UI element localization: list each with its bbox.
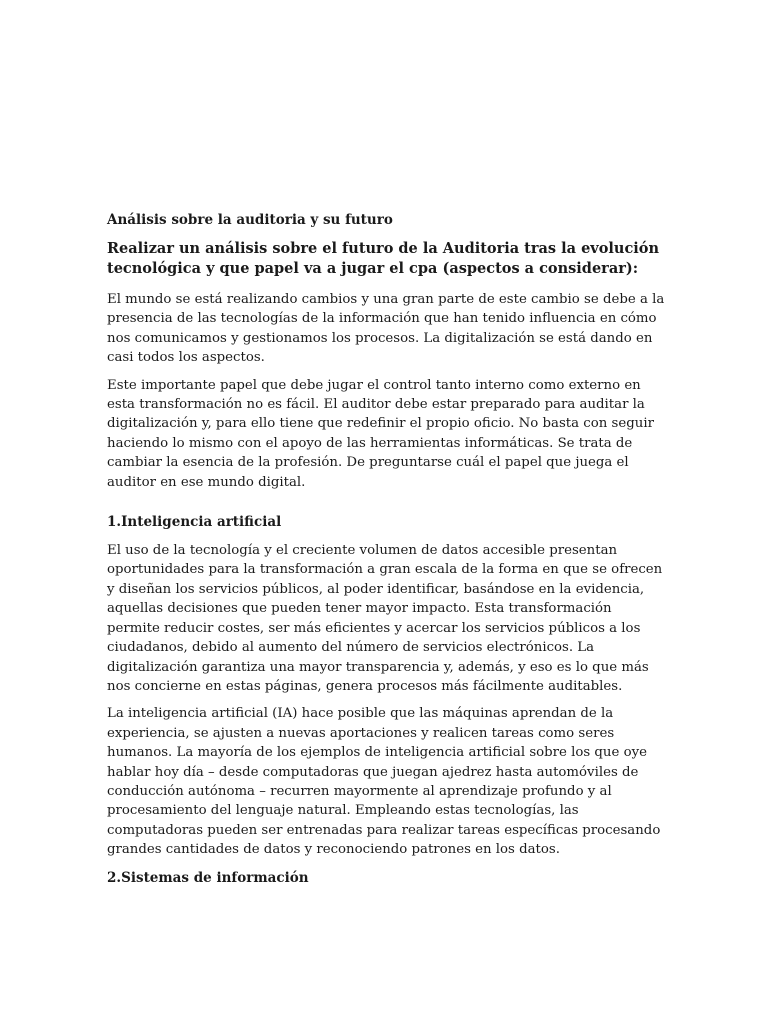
section-1-paragraph-2: La inteligencia artificial (IA) hace posible que las máquinas aprendan de la experiencia, se ajusten a nuevas aportaciones y realicen tareas como seres humanos. La mayoría de los ejemplos de inteligencia artificial sobre los que oye hablar hoy día – desde computadoras que juegan ajedrez hasta automóviles de conducción autónoma – recurren mayormente al aprendizaje profundo y al procesamiento del lenguaje natural. Empleando estas tecnologías, las computadoras pueden ser entrenadas para realizar tareas específicas procesando grandes cantidades de datos y reconociendo patrones en los datos. (107, 706, 661, 858)
intro-paragraph-1: El mundo se está realizando cambios y una gran parte de este cambio se debe a la presencia de las tecnologías de la información que han tenido influencia en cómo nos comunicamos y gestionamos los procesos. La digitalización se está dando en casi todos los aspectos. (107, 292, 665, 366)
document-subtitle: Realizar un análisis sobre el futuro de la Auditoria tras la evolución tecnológica y que papel va a jugar el cpa (aspectos a considerar): (107, 240, 659, 277)
intro-paragraph-2: Este importante papel que debe jugar el control tanto interno como externo en esta transformación no es fácil. El auditor debe estar preparado para auditar la digitalización y, para ello tiene que redefinir el propio oficio. No basta con seguir haciendo lo mismo con el apoyo de las herramientas informáticas. Se trata de cambiar la esencia de la profesión. De preguntarse cuál el papel que juega el auditor en ese mundo digital. (107, 377, 654, 490)
section-1-paragraph-1: El uso de la tecnología y el creciente volumen de datos accesible presentan oportunidades para la transformación a gran escala de la forma en que se ofrecen y diseñan los servicios públicos, al poder identificar, basándose en la evidencia, aquellas decisiones que pueden tener mayor impacto. Esta transformación permite reducir costes, ser más eficientes y acercar los servicios públicos a los ciudadanos, debido al aumento del número de servicios electrónicos. La digitalización garantiza una mayor transparencia y, además, y eso es lo que más nos concierne en estas páginas, genera procesos más fácilmente auditables. (107, 543, 663, 694)
section-heading-sistemas-de-informacion: 2.Sistemas de información (107, 869, 309, 886)
section-heading-inteligencia-artificial: 1.Inteligencia artificial (107, 514, 282, 531)
document-title: Análisis sobre la auditoria y su futuro (107, 212, 393, 228)
document-body (107, 210, 667, 897)
